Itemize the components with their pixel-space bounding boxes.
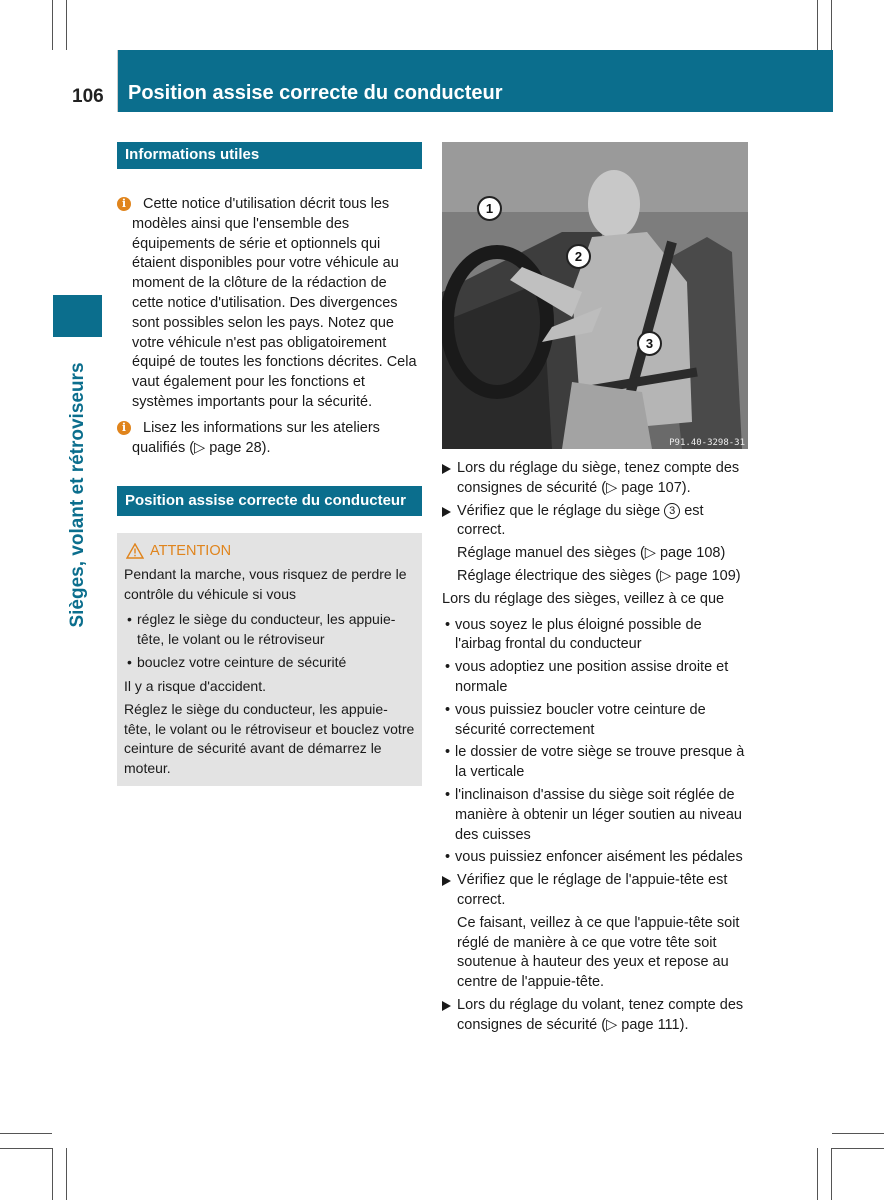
cross-reference: Réglage manuel des sièges (▷ page 108) (457, 545, 726, 562)
warning-title: ATTENTION (150, 543, 232, 560)
step-text: Vérifiez que le réglage de l'appuie-tête est correct. (457, 872, 728, 908)
warning-item: • bouclez votre ceinture de sécurité (124, 653, 415, 673)
crop-mark (52, 1148, 53, 1200)
step-arrow-icon (442, 507, 451, 517)
step-text (457, 502, 748, 542)
step-arrow-icon (442, 1001, 451, 1011)
crop-mark (0, 1133, 52, 1134)
instruction-step (442, 871, 748, 911)
lead-text: Lors du réglage des sièges, veillez à ce que (442, 590, 725, 607)
checklist-item: • vous adoptiez une position assise droite et normale (442, 658, 748, 698)
warning-triangle-icon (126, 543, 144, 559)
crop-mark (817, 1148, 818, 1200)
warning-item: • réglez le siège du conducteur, les appuie-tête, le volant ou le rétroviseur (124, 610, 415, 649)
crop-mark (832, 1133, 884, 1134)
instruction-step (442, 459, 748, 499)
crop-mark (66, 0, 67, 50)
figure-code: P91.40-3298-31 (669, 438, 745, 448)
info-note-text: Lisez les informations sur les ateliers qualifiés (▷ page 28). (132, 419, 380, 456)
checklist-item: • vous puissiez enfoncer aisément les pédales (442, 848, 748, 868)
right-column (442, 142, 748, 1036)
crop-mark (817, 0, 818, 50)
seating-position-figure (442, 142, 748, 449)
checklist-item: • le dossier de votre siège se trouve presque à la verticale (442, 743, 748, 783)
callout-1: 1 (477, 196, 502, 221)
info-note (117, 195, 422, 413)
warning-advice: Réglez le siège du conducteur, les appuie-tête, le volant ou le rétroviseur et bouclez votre ceinture de sécurité avant de démarrez le moteur. (124, 701, 415, 776)
section-heading-seating-position: Position assise correcte du conducteur (117, 486, 422, 516)
page-number: 106 (72, 86, 104, 107)
checklist-item: • vous soyez le plus éloigné possible de l'airbag frontal du conducteur (442, 616, 748, 656)
section-heading-useful-info: Informations utiles (117, 142, 422, 169)
crop-mark (66, 1148, 67, 1200)
checklist-item: • vous puissiez boucler votre ceinture de sécurité correctement (442, 701, 748, 741)
warning-box (117, 533, 422, 786)
chapter-tab-label: Sièges, volant et rétroviseurs (67, 362, 88, 628)
warning-intro: Pendant la marche, vous risquez de perdre le contrôle du véhicule si vous (124, 566, 407, 602)
info-note (117, 419, 422, 459)
info-note-text: Cette notice d'utilisation décrit tous les modèles ainsi que l'ensemble des équipements de série et optionnels qui étaient disponibles pour votre véhicule au moment de la clôture de la rédaction de cette notice d'utilisation. Des divergences sont possibles selon les pays. Notez que votre véhicule n'est pas obligatoirement équipé de toutes les fonctions décrites. Cela vaut également pour les fonctions et systèmes importants pour la sécurité. (132, 196, 417, 410)
seat-ref-callout: 3 (664, 503, 680, 519)
crop-mark (831, 0, 832, 50)
driver-seat-illustration (442, 142, 748, 449)
step-detail: Ce faisant, veillez à ce que l'appuie-tête soit réglé de manière à ce que votre tête soit soutenue à hauteur des yeux et repose au centre de l'appuie-tête. (457, 914, 740, 991)
checklist-item: • l'inclinaison d'assise du siège soit réglée de manière à obtenir un léger soutien au niveau des cuisses (442, 786, 748, 845)
step-text: Lors du réglage du siège, tenez compte des consignes de sécurité (▷ page 107). (457, 460, 740, 496)
step-text: Lors du réglage du volant, tenez compte des consignes de sécurité (▷ page 111). (457, 996, 744, 1033)
instruction-step (442, 996, 748, 1036)
cross-reference: Réglage électrique des sièges (▷ page 109) (457, 567, 741, 584)
info-icon: i (117, 197, 131, 211)
info-icon: i (117, 421, 131, 435)
step-text-part: est correct. (457, 502, 704, 539)
callout-2: 2 (566, 244, 591, 269)
left-column (117, 142, 422, 786)
callout-3: 3 (637, 331, 662, 356)
crop-mark (0, 1148, 52, 1149)
instruction-step (442, 502, 748, 542)
step-arrow-icon (442, 876, 451, 886)
crop-mark (52, 0, 53, 50)
crop-mark (832, 1148, 884, 1149)
page-title: Position assise correcte du conducteur (128, 82, 503, 104)
warning-header (124, 543, 415, 559)
step-text-part: Vérifiez que le réglage du siège (457, 502, 661, 519)
crop-mark (831, 1148, 832, 1200)
chapter-tab-marker (53, 295, 102, 337)
step-arrow-icon (442, 464, 451, 474)
warning-risk: Il y a risque d'accident. (124, 677, 266, 694)
